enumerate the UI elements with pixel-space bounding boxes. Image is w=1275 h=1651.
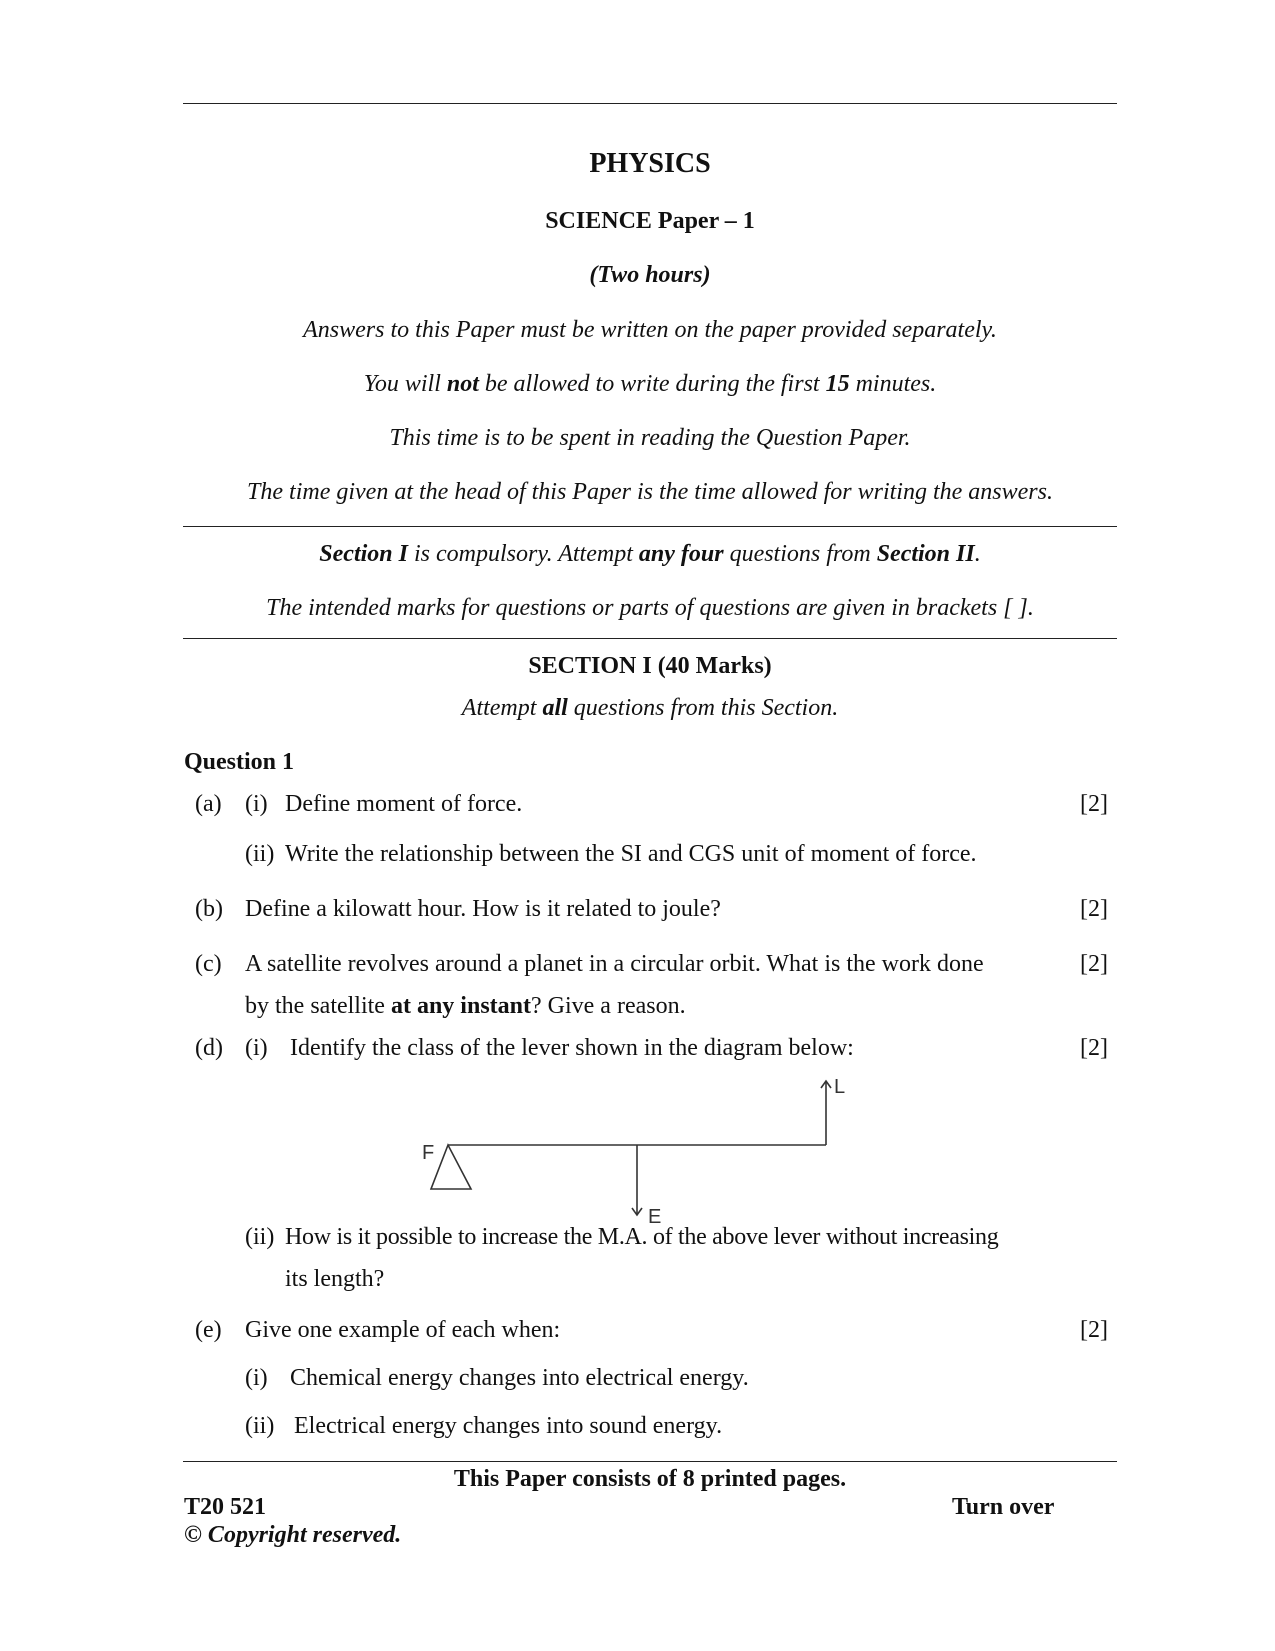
part-d-i-text: Identify the class of the lever shown in the diagram below: <box>290 1035 854 1061</box>
footer-paper-code: T20 521 <box>184 1494 267 1520</box>
footer-turn-over: Turn over <box>952 1494 1055 1520</box>
section-heading: SECTION I (40 Marks) <box>528 653 772 679</box>
part-e-ii-text: Electrical energy changes into sound energy. <box>294 1413 723 1439</box>
footer-rule <box>183 1461 1117 1462</box>
footer-pages-note: This Paper consists of 8 printed pages. <box>453 1466 847 1492</box>
fulcrum-label: F <box>422 1142 435 1164</box>
part-a-label: (a) <box>195 791 222 817</box>
paper-duration: (Two hours) <box>589 262 711 288</box>
instruction-line-1: Answers to this Paper must be written on the paper provided separately. <box>303 317 997 343</box>
lever-diagram <box>400 1065 860 1230</box>
fulcrum-triangle <box>431 1145 471 1189</box>
instruction-line-6: The intended marks for questions or parts of questions are given in brackets [ ]. <box>266 595 1034 621</box>
part-b-text: Define a kilowatt hour. How is it related to joule? <box>245 896 721 922</box>
instruction-line-5: Section I is compulsory. Attempt any four questions from Section II. <box>319 541 981 567</box>
part-a-marks: [2] <box>1080 791 1108 817</box>
part-e-text: Give one example of each when: <box>245 1317 561 1343</box>
part-a-i-label: (i) <box>245 791 268 817</box>
part-d-ii-line-2: its length? <box>285 1266 385 1292</box>
part-e-label: (e) <box>195 1317 222 1343</box>
instruction-line-3: This time is to be spent in reading the Question Paper. <box>389 425 911 451</box>
part-d-label: (d) <box>195 1035 223 1061</box>
effort-label: E <box>648 1206 662 1228</box>
part-e-i-text: Chemical energy changes into electrical energy. <box>290 1365 749 1391</box>
load-label: L <box>834 1076 846 1098</box>
part-c-marks: [2] <box>1080 951 1108 977</box>
footer-copyright: © Copyright reserved. <box>184 1522 402 1548</box>
part-e-ii-label: (ii) <box>245 1413 275 1439</box>
part-d-ii-line-1: How is it possible to increase the M.A. of the above lever without increasing <box>285 1224 999 1250</box>
part-a-ii-text: Write the relationship between the SI and CGS unit of moment of force. <box>285 841 977 867</box>
part-d-marks: [2] <box>1080 1035 1108 1061</box>
part-a-i-text: Define moment of force. <box>285 791 523 817</box>
part-d-ii-label: (ii) <box>245 1224 275 1250</box>
part-a-ii-label: (ii) <box>245 841 275 867</box>
part-c-line-1: A satellite revolves around a planet in a circular orbit. What is the work done <box>245 951 984 977</box>
instruction-line-2: You will not be allowed to write during the first 15 minutes. <box>363 371 937 397</box>
part-c-line-2: by the satellite at any instant? Give a reason. <box>245 993 686 1019</box>
part-c-label: (c) <box>195 951 222 977</box>
question-title: Question 1 <box>184 749 295 775</box>
part-d-i-label: (i) <box>245 1035 268 1061</box>
instruction-line-4: The time given at the head of this Paper is the time allowed for writing the answers. <box>247 479 1053 505</box>
instructions-rule <box>183 526 1117 527</box>
part-b-marks: [2] <box>1080 896 1108 922</box>
section-note: Attempt all questions from this Section. <box>461 695 839 721</box>
part-e-marks: [2] <box>1080 1317 1108 1343</box>
section-rule <box>183 638 1117 639</box>
paper-subtitle: SCIENCE Paper – 1 <box>545 208 755 234</box>
part-b-label: (b) <box>195 896 223 922</box>
top-rule <box>183 103 1117 104</box>
part-e-i-label: (i) <box>245 1365 268 1391</box>
paper-title: PHYSICS <box>589 148 711 179</box>
